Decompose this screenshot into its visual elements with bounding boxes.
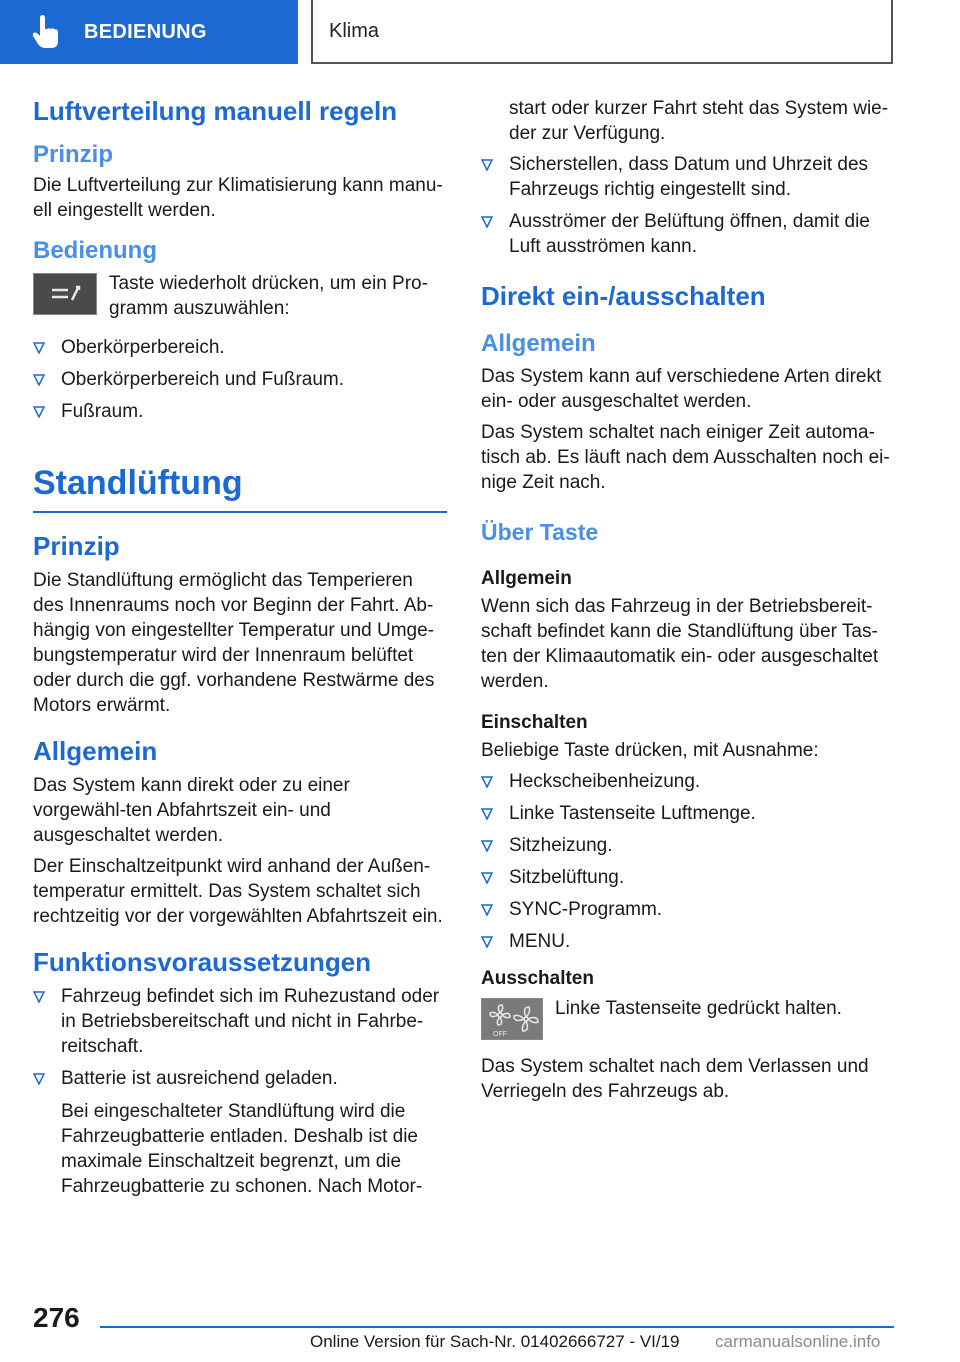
triangle-bullet-icon <box>481 865 497 890</box>
heading-funktionsvoraussetzungen: Funktionsvoraussetzungen <box>33 947 372 977</box>
subheading-einschalten: Einschalten <box>481 712 588 733</box>
list-item <box>481 833 893 858</box>
triangle-bullet-icon <box>33 1066 49 1091</box>
paragraph: Beliebige Taste drücken, mit Ausnahme: <box>481 740 819 761</box>
continued-text: start oder kurzer Fahrt steht das System wie-der zur Verfügung. <box>509 98 889 144</box>
list-item-text: Heckscheibenheizung. <box>509 771 701 792</box>
subheading-ausschalten: Ausschalten <box>481 968 594 989</box>
heading-prinzip: Prinzip <box>33 531 120 561</box>
triangle-bullet-icon <box>481 769 497 794</box>
list-item-text: Oberkörperbereich und Fußraum. <box>61 369 345 390</box>
paragraph: Wenn sich das Fahrzeug in der Betriebsbereit-schaft befindet kann die Standlüftung über Tas-ten der Klimaautomatik ein- oder ausgeschaltet werden. <box>481 596 879 692</box>
heading-luftverteilung: Luftverteilung manuell regeln <box>33 96 398 126</box>
list-item <box>33 1066 447 1199</box>
list-item <box>481 801 893 826</box>
list-item <box>481 152 893 202</box>
triangle-bullet-icon <box>481 209 497 234</box>
paragraph: Das System schaltet nach einiger Zeit automa-tisch ab. Es läuft nach dem Ausschalten noch ei-nige Zeit nach. <box>481 422 890 493</box>
heading-ueber-taste: Über Taste <box>481 519 599 545</box>
list-item <box>481 929 893 954</box>
pointing-hand-icon <box>30 12 70 52</box>
key-instruction <box>481 996 893 1040</box>
list-item-text: Batterie ist ausreichend geladen. <box>61 1068 338 1089</box>
list-item <box>33 335 447 360</box>
list-item-text: Fußraum. <box>61 401 144 422</box>
footer-divider <box>100 1326 894 1328</box>
air-distribution-key-icon <box>33 273 97 315</box>
list-item <box>33 399 447 424</box>
paragraph: Taste wiederholt drücken, um ein Pro-gramm auszuwählen: <box>109 273 428 319</box>
left-column <box>33 96 447 1206</box>
list-item-text: Sitzheizung. <box>509 835 613 856</box>
bullet-list <box>33 984 447 1199</box>
subheading-allgemein: Allgemein <box>481 568 572 589</box>
bullet-list <box>33 335 447 424</box>
paragraph: Die Luftverteilung zur Klimatisierung kann manu-ell eingestellt werden. <box>33 175 443 221</box>
triangle-bullet-icon <box>481 929 497 954</box>
triangle-bullet-icon <box>481 833 497 858</box>
key-instruction <box>33 271 447 327</box>
paragraph: Die Standlüftung ermöglicht das Temperieren des Innenraums noch vor Beginn der Fahrt. Ab-hängig von eingestellter Temperatur und Umge-bungstemperatur wird der Innenraum belüftet oder durch die ggf. vorhandene Restwärme des Motors erwärmt. <box>33 570 435 716</box>
list-item-text: Fahrzeug befindet sich im Ruhezustand oder in Betriebsbereitschaft und nicht in Fahrbe-reitschaft. <box>61 986 440 1057</box>
list-item <box>33 984 447 1059</box>
heading-prinzip: Prinzip <box>33 141 114 168</box>
triangle-bullet-icon <box>33 367 49 392</box>
list-item-text: Sicherstellen, dass Datum und Uhrzeit des Fahrzeugs richtig eingestellt sind. <box>509 154 869 200</box>
off-label: OFF <box>493 1031 507 1038</box>
topic-box <box>311 0 893 64</box>
heading-bedienung: Bedienung <box>33 237 157 264</box>
list-item-text: SYNC-Programm. <box>509 899 663 920</box>
heading-allgemein: Allgemein <box>481 330 596 357</box>
page-number: 276 <box>33 1302 80 1333</box>
paragraph: Linke Tastenseite gedrückt halten. <box>555 998 842 1019</box>
section-tab <box>0 0 298 64</box>
paragraph: Der Einschaltzeitpunkt wird anhand der Außen-temperatur ermittelt. Das System schaltet sich rechtzeitig vor der vorgewählten Abfahrtszeit ein. <box>33 856 443 927</box>
triangle-bullet-icon <box>33 335 49 360</box>
list-item <box>481 897 893 922</box>
heading-direkt: Direkt ein-/ausschalten <box>481 281 766 311</box>
heading-standlueftung: Standlüftung <box>33 464 447 513</box>
paragraph: Das System kann auf verschiedene Arten direkt ein- oder ausgeschaltet werden. <box>481 366 882 412</box>
watermark: carmanualsonline.info <box>715 1332 881 1351</box>
section-label: BEDIENUNG <box>84 20 207 43</box>
right-column <box>481 96 893 1110</box>
online-version-text: Online Version für Sach-Nr. 01402666727 - VI/19 <box>310 1332 680 1351</box>
list-item-text: MENU. <box>509 931 571 952</box>
list-item <box>481 209 893 259</box>
triangle-bullet-icon <box>481 897 497 922</box>
triangle-bullet-icon <box>33 984 49 1009</box>
bullet-list <box>481 769 893 954</box>
bullet-list <box>481 152 893 259</box>
list-item-text: Oberkörperbereich. <box>61 337 225 358</box>
fan-off-key-icon <box>481 998 543 1040</box>
list-item-subtext: Bei eingeschalteter Standlüftung wird die Fahrzeugbatterie entladen. Deshalb ist die maximale Einschaltzeit begrenzt, um die Fahrzeugbatterie zu schonen. Nach Motor- <box>61 1101 423 1197</box>
triangle-bullet-icon <box>481 801 497 826</box>
paragraph: Das System schaltet nach dem Verlassen und Verriegeln des Fahrzeugs ab. <box>481 1056 869 1102</box>
heading-allgemein: Allgemein <box>33 736 158 766</box>
topic-label: Klima <box>329 19 380 42</box>
page-footer <box>0 1292 960 1362</box>
list-item-text: Ausströmer der Belüftung öffnen, damit die Luft ausströmen kann. <box>509 211 870 257</box>
list-item-text: Linke Tastenseite Luftmenge. <box>509 803 756 824</box>
list-item <box>481 865 893 890</box>
list-item <box>481 769 893 794</box>
list-item-text: Sitzbelüftung. <box>509 867 625 888</box>
list-item <box>33 367 447 392</box>
triangle-bullet-icon <box>33 399 49 424</box>
triangle-bullet-icon <box>481 152 497 177</box>
paragraph: Das System kann direkt oder zu einer vorgewähl-ten Abfahrtszeit ein- und ausgeschaltet werden. <box>33 775 350 846</box>
